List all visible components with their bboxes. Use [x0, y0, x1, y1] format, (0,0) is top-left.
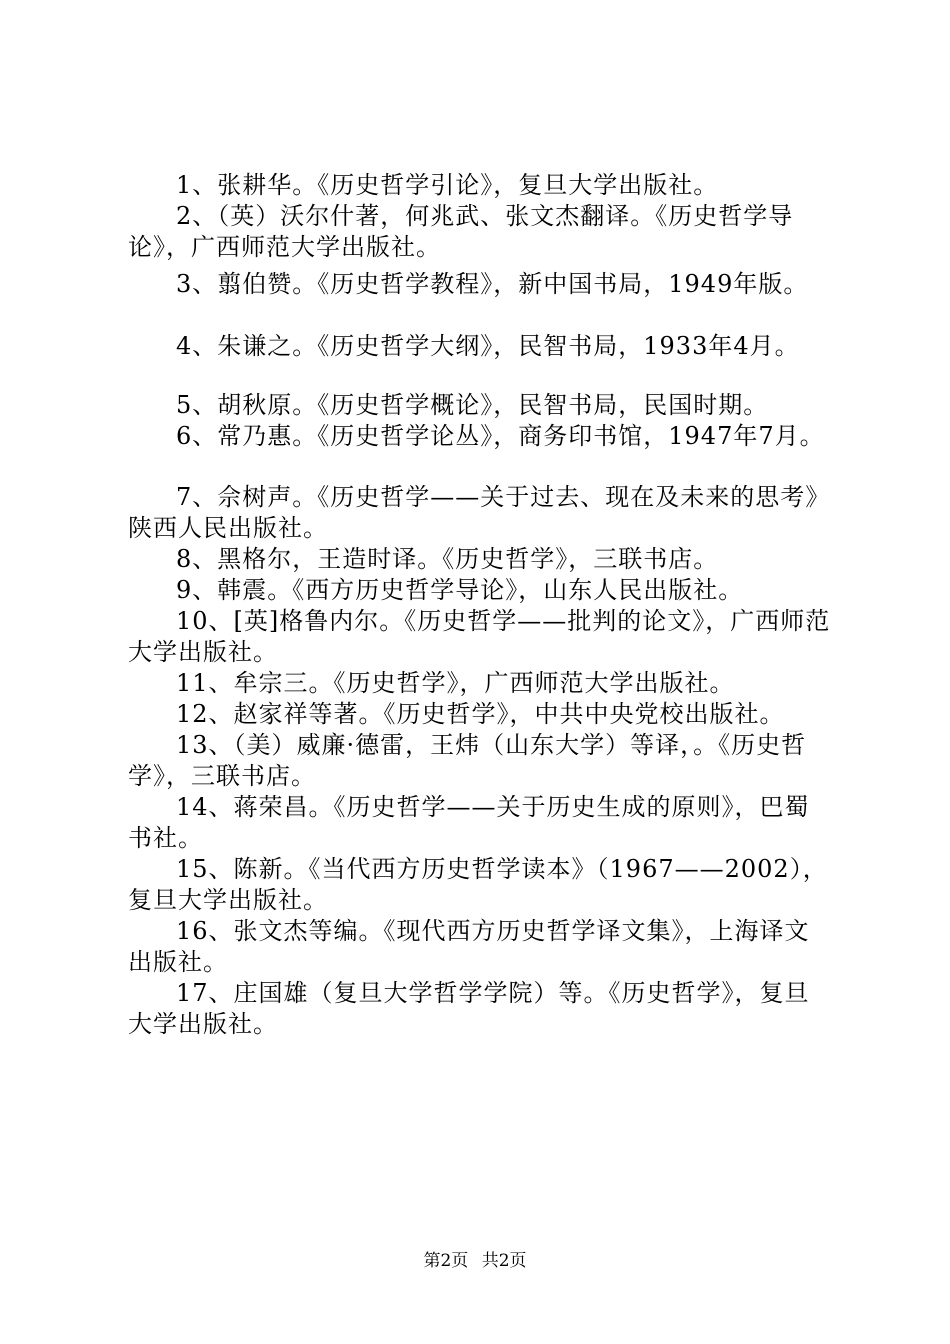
reference-item-17: 17、庄国雄（复旦大学哲学学院）等。《历史哲学》，复旦大学出版社。 — [128, 979, 810, 1038]
reference-item-15: 15、陈新。《当代西方历史哲学读本》（1967——2002），复旦大学出版社。 — [128, 855, 828, 914]
page-footer — [0, 1246, 950, 1271]
reference-item-7: 7、佘树声。《历史哲学——关于过去、现在及未来的思考》陕西人民出版社。 — [128, 483, 831, 542]
reference-item-2: 2、（英）沃尔什著，何兆武、张文杰翻译。《历史哲学导论》，广西师范大学出版社。 — [128, 202, 794, 261]
reference-item-6: 6、常乃惠。《历史哲学论丛》，商务印书馆，1947年7月。 — [176, 422, 825, 450]
reference-item-14: 14、蒋荣昌。《历史哲学——关于历史生成的原则》，巴蜀书社。 — [128, 793, 810, 852]
reference-item-3: 3、翦伯赞。《历史哲学教程》，新中国书局，1949年版。 — [176, 270, 809, 298]
reference-item-13: 13、（美）威廉·德雷，王炜（山东大学）等译，。《历史哲学》，三联书店。 — [128, 731, 807, 790]
reference-list — [128, 170, 833, 1040]
reference-item-12: 12、赵家祥等著。《历史哲学》，中共中央党校出版社。 — [176, 700, 785, 728]
page-total: 共2页 — [481, 1251, 527, 1271]
reference-item-1: 1、张耕华。《历史哲学引论》，复旦大学出版社。 — [176, 171, 719, 199]
reference-item-4: 4、朱谦之。《历史哲学大纲》，民智书局，1933年4月。 — [176, 332, 800, 360]
reference-item-5: 5、胡秋原。《历史哲学概论》，民智书局，民国时期。 — [176, 391, 769, 419]
reference-item-8: 8、黑格尔，王造时译。《历史哲学》，三联书店。 — [176, 545, 719, 573]
reference-item-10: 10、[英]格鲁内尔。《历史哲学——批判的论文》，广西师范大学出版社。 — [128, 607, 831, 666]
page-number: 第2页 — [423, 1251, 469, 1271]
reference-item-9: 9、韩震。《西方历史哲学导论》，山东人民出版社。 — [176, 576, 744, 604]
reference-item-16: 16、张文杰等编。《现代西方历史哲学译文集》，上海译文出版社。 — [128, 917, 810, 976]
reference-item-11: 11、牟宗三。《历史哲学》，广西师范大学出版社。 — [176, 669, 735, 697]
